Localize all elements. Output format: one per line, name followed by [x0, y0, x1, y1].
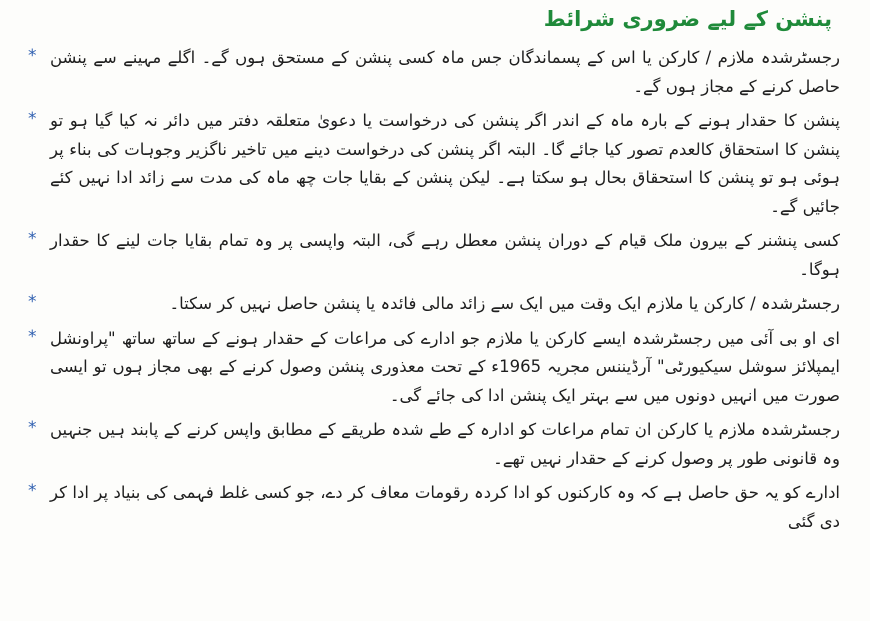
list-item: [28, 416, 840, 473]
list-item-text: رجسٹرشدہ ملازم یا کارکن ان تمام مراعات کو ادارہ کے طے شدہ طریقے کے مطابق واپس کرنے کے پابند ہیں جنہیں وہ قانونی طور پر وصول کرنے کے حقدار نہیں تھے۔: [50, 420, 840, 468]
list-item: [28, 479, 840, 536]
list-item-text: پنشن کا حقدار ہونے کے بارہ ماہ کے اندر اگر پنشن کی درخواست یا دعویٰ متعلقہ دفتر میں دائر نہ کیا گیا ہو تو پنشن کا استحقاق کالعدم تصور کیا جائے گا۔ البتہ اگر پنشن کی درخواست دینے میں تاخیر ناگزیر وجوہات کی بناء پر ہوئی ہو تو پنشن کا استحقاق بحال ہو سکتا ہے۔ لیکن پنشن کے بقایا جات چھ ماہ کی مدت سے زائد ادا نہیں کئے جائیں گے۔: [50, 111, 840, 216]
bullet-icon: *: [28, 481, 37, 501]
list-item: [28, 107, 840, 221]
list-item-text: کسی پنشنر کے بیرون ملک قیام کے دوران پنشن معطل رہے گی، البتہ واپسی پر وہ تمام بقایا جات لینے کا حقدار ہوگا۔: [50, 231, 840, 279]
bullet-icon: *: [28, 326, 37, 347]
conditions-list: [28, 44, 840, 542]
list-item-text: ای او بی آئی میں رجسٹرشدہ ایسے کارکن یا ملازم جو ادارے کی مراعات کے حقدار ہونے کے ساتھ ساتھ "پراونشل ایمپلائز سوشل سیکیورٹی" آرڈیننس مجریہ 1965ء کے تحت معذوری پنشن وصول کرنے کے بھی مجاز ہوں تو ایسی صورت میں انہیں دونوں میں سے بہتر ایک پنشن ادا کی جائے گی۔: [50, 328, 840, 405]
bullet-icon: *: [28, 229, 37, 249]
bullet-icon: *: [28, 109, 37, 129]
list-item: [28, 44, 840, 101]
list-item: [28, 325, 840, 411]
bullet-icon: *: [28, 46, 37, 66]
list-item-text: ادارے کو یہ حق حاصل ہے کہ وہ کارکنوں کو ادا کردہ رقومات معاف کر دے، جو کسی غلط فہمی کی بنیاد پر ادا کر دی گئی: [50, 483, 840, 531]
list-item-text: رجسٹرشدہ / کارکن یا ملازم ایک وقت میں ایک سے زائد مالی فائدہ یا پنشن حاصل نہیں کر سکتا۔: [169, 294, 840, 313]
section-heading: پنشن کے لیے ضروری شرائط: [543, 7, 832, 31]
list-item: [28, 227, 840, 284]
list-item: [28, 290, 840, 319]
list-item-text: رجسٹرشدہ ملازم / کارکن یا اس کے پسماندگان جس ماہ کسی پنشن کے مستحق ہوں گے۔ اگلے مہینے سے پنشن حاصل کرنے کے مجاز ہوں گے۔: [50, 48, 840, 96]
bullet-icon: *: [28, 418, 37, 438]
bullet-icon: *: [28, 292, 37, 312]
